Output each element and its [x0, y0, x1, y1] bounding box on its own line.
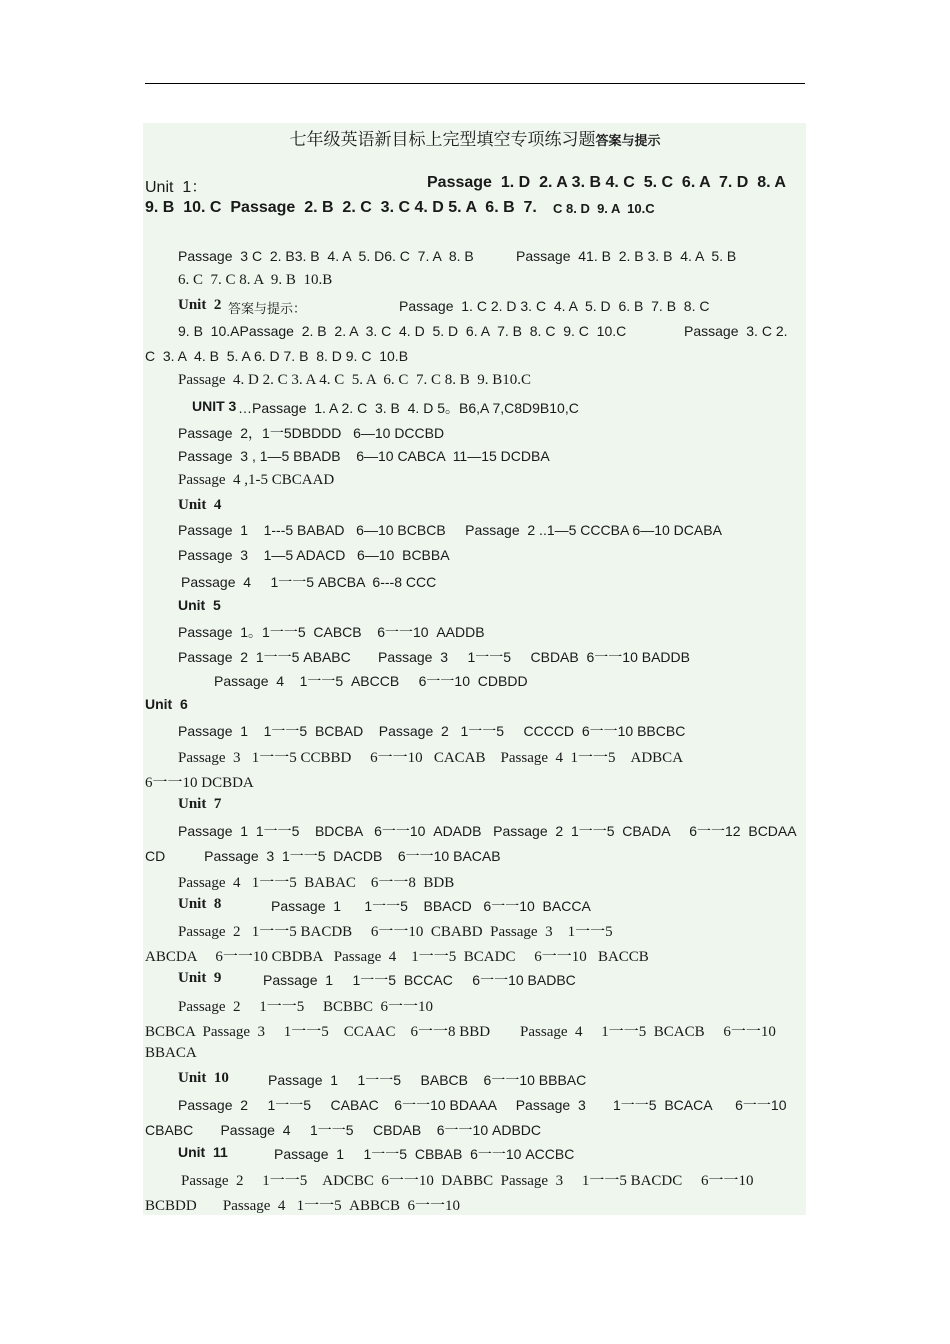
unit6-p4-cont: 6一一10 DCBDA [145, 775, 254, 791]
unit6-p3-p4: Passage 3 1一一5 CCBBD 6一一10 CACAB Passage 4 1一一5 ADBCA [178, 750, 684, 766]
unit8-p2-p3: Passage 2 1一一5 BACDB 6一一10 CBABD Passage 3 1一一5 [178, 924, 613, 940]
title-small: 答案与提示 [595, 133, 661, 148]
unit3-p1: …Passage 1. A 2. C 3. B 4. D 5。B6,A 7,C8D9B10,C [238, 400, 579, 416]
unit6-p1-p2: Passage 1 1一一5 BCBAD Passage 2 1一一5 CCCCD 6一一10 BBCBC [178, 723, 686, 739]
unit9-p4-cont: BBACA [145, 1045, 197, 1061]
title-main: 七年级英语新目标上完型填空专项练习题 [289, 130, 596, 150]
unit10-p1: Passage 1 1一一5 BABCB 6一一10 BBBAC [268, 1072, 587, 1088]
unit1-answers-c: C 8. D 9. A 10.C [553, 201, 655, 216]
unit10-p2-p3: Passage 2 1一一5 CABAC 6一一10 BDAAA Passage 3 1一一5 BCACA 6一一10 [178, 1097, 787, 1113]
unit11-heading: Unit 11 [178, 1144, 228, 1160]
unit9-p2: Passage 2 1一一5 BCBBC 6一一10 [178, 999, 434, 1015]
unit4-p1-p2: Passage 1 1---5 BABAD 6—10 BCBCB Passage 2 ..1—5 CCCBA 6—10 DCABA [178, 522, 722, 538]
unit9-heading: Unit 9 [178, 970, 222, 986]
unit5-p4: Passage 4 1一一5 ABCCB 6一一10 CDBDD [214, 673, 528, 689]
unit2-hint: 答案与提示： [228, 302, 307, 317]
unit1-answers-b: 9. B 10. C Passage 2. B 2. C 3. C 4. D 5. A 6. B 7. [145, 199, 537, 216]
unit7-heading: Unit 7 [178, 796, 222, 812]
unit9-p1: Passage 1 1一一5 BCCAC 6一一10 BADBC [263, 972, 576, 988]
unit10-heading: Unit 10 [178, 1070, 229, 1086]
unit1-p4: Passage 41. B 2. B 3. B 4. A 5. B [516, 248, 737, 264]
unit11-p1: Passage 1 1一一5 CBBAB 6一一10 ACCBC [274, 1146, 575, 1162]
unit8-heading: Unit 8 [178, 896, 222, 912]
unit4-heading: Unit 4 [178, 497, 222, 513]
unit6-heading: Unit 6 [145, 696, 188, 712]
unit9-p2-p4: BCBCA Passage 3 1一一5 CCAAC 6一一8 BBD Passage 4 1一一5 BCACB 6一一10 [145, 1024, 776, 1040]
unit2-p3: Passage 3. C 2. [684, 323, 788, 339]
unit1-answers-a: Passage 1. D 2. A 3. B 4. C 5. C 6. A 7. D 8. A [427, 174, 786, 191]
unit7-p3: CD Passage 3 1一一5 DACDB 6一一10 BACAB [145, 848, 501, 864]
unit1-heading: Unit 1： [145, 179, 208, 196]
unit5-p1: Passage 1。1一一5 CABCB 6一一10 AADDB [178, 624, 485, 640]
unit2-p3-cont: C 3. A 4. B 5. A 6. D 7. B 8. D 9. C 10.B [145, 348, 409, 364]
unit7-p1-p2: Passage 1 1一一5 BDCBA 6一一10 ADADB Passage 2 1一一5 CBADA 6一一12 BCDAA [178, 823, 797, 839]
unit5-p2-p3: Passage 2 1一一5 ABABC Passage 3 1一一5 CBDAB 6一一10 BADDB [178, 649, 690, 665]
unit3-p4: Passage 4 ,1-5 CBCAAD [178, 472, 335, 488]
unit5-heading: Unit 5 [178, 597, 221, 613]
unit7-p4: Passage 4 1一一5 BABAC 6一一8 BDB [178, 875, 455, 891]
unit11-p4: BCBDD Passage 4 1一一5 ABBCB 6一一10 [145, 1198, 461, 1214]
unit1-p3: Passage 3 C 2. B3. B 4. A 5. D6. C 7. A 8. B [178, 248, 474, 264]
unit4-p3: Passage 3 1—5 ADACD 6—10 BCBBA [178, 547, 450, 563]
unit11-p2-p3: Passage 2 1一一5 ADCBC 6一一10 DABBC Passage 3 1一一5 BACDC 6一一10 [181, 1173, 754, 1189]
unit3-heading: UNIT 3 [192, 398, 237, 414]
unit2-p4: Passage 4. D 2. C 3. A 4. C 5. A 6. C 7. C 8. B 9. B10.C [178, 372, 531, 388]
unit1-p4-cont: 6. C 7. C 8. A 9. B 10.B [178, 272, 333, 288]
header-rule [145, 83, 805, 84]
unit10-p4: CBABC Passage 4 1一一5 CBDAB 6一一10 ADBDC [145, 1122, 542, 1138]
unit4-p4: Passage 4 1一一5 ABCBA 6---8 CCC [181, 574, 437, 590]
unit2-p1: Passage 1. C 2. D 3. C 4. A 5. D 6. B 7. B 8. C [399, 298, 710, 314]
unit3-p3: Passage 3 , 1—5 BBADB 6—10 CABCA 11—15 DCDBA [178, 448, 550, 464]
page-title [0, 125, 950, 150]
unit2-heading: Unit 2 [178, 297, 222, 313]
unit8-p1: Passage 1 1一一5 BBACD 6一一10 BACCA [271, 898, 591, 914]
unit3-p2: Passage 2，1一5DBDDD 6—10 DCCBD [178, 425, 445, 441]
unit2-p1-cont: 9. B 10.APassage 2. B 2. A 3. C 4. D 5. D 6. A 7. B 8. C 9. C 10.C [178, 323, 627, 339]
unit8-p3-p4: ABCDA 6一一10 CBDBA Passage 4 1一一5 BCADC 6一一10 BACCB [145, 949, 649, 965]
